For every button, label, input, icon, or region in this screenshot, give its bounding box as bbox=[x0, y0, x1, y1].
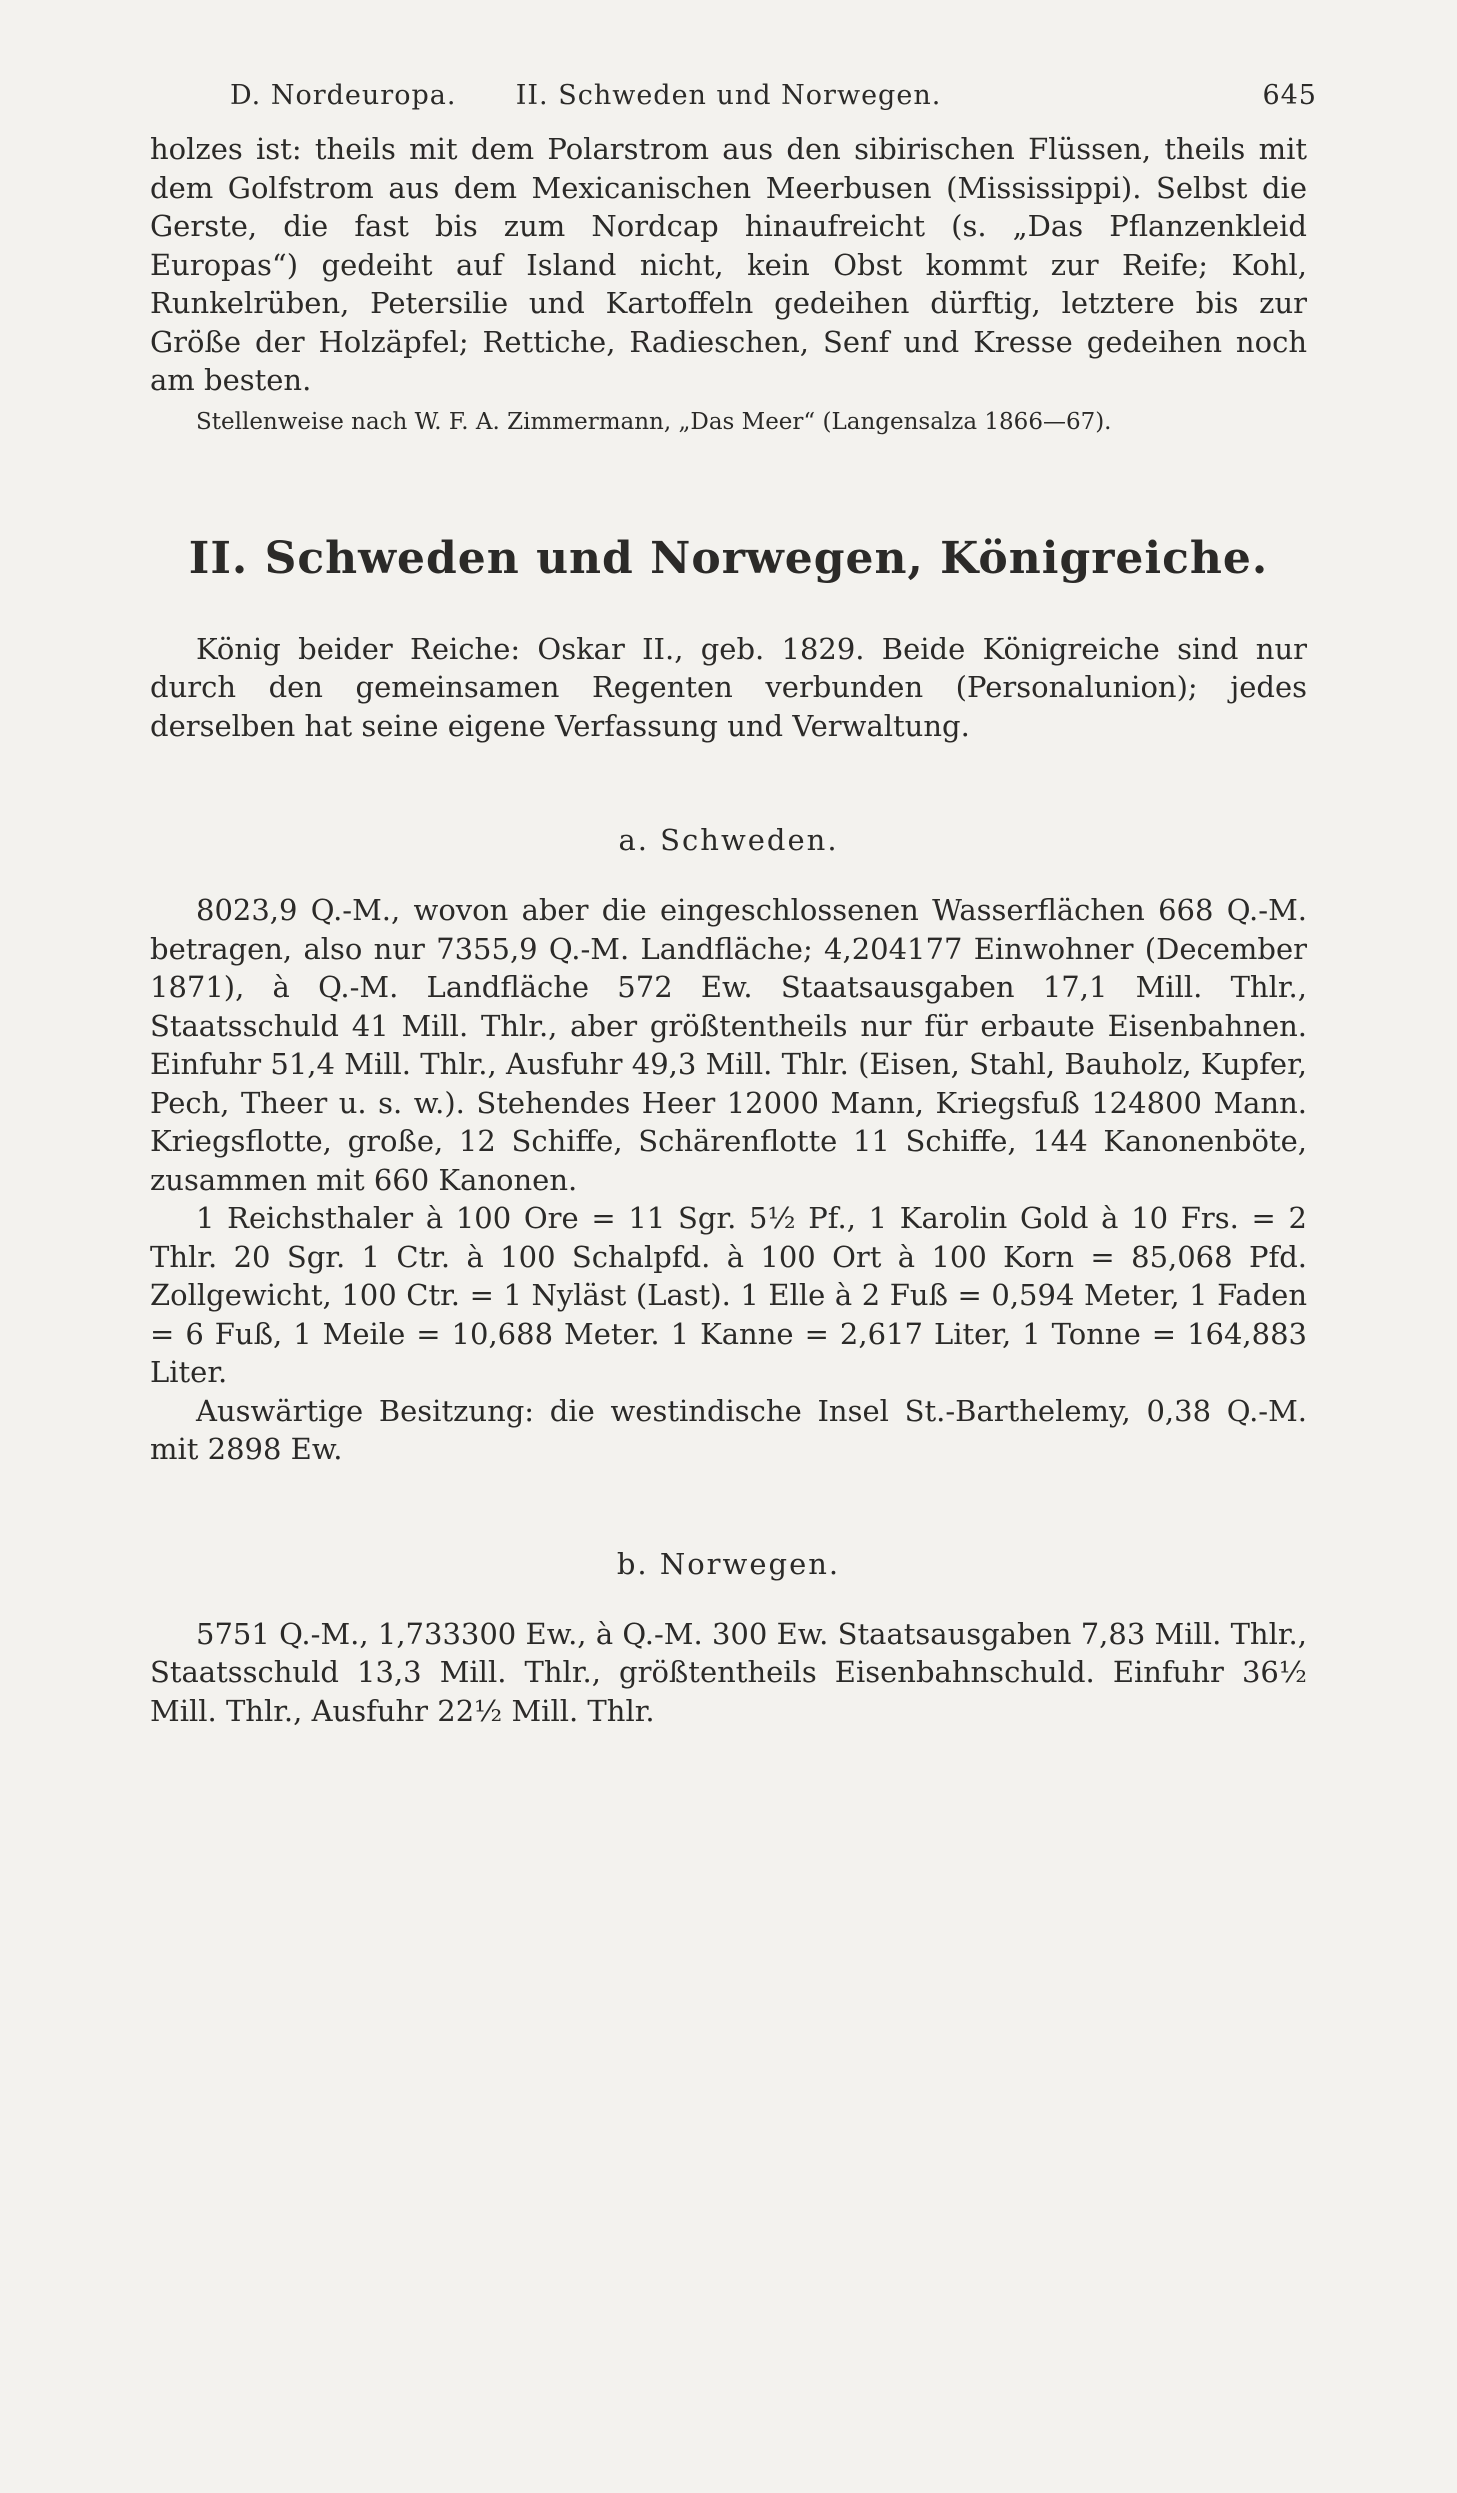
norway-heading: b. Norwegen. bbox=[616, 1546, 841, 1581]
section-paragraph: König beider Reiche: Oskar II., geb. 1829. Beide Königreiche sind nur durch den gemeinsamen Regenten verbunden (Personalunion); jedes derselben hat seine eigene Verfassung und Verwaltung. bbox=[150, 631, 1307, 743]
norway-statistics-paragraph: 5751 Q.-M., 1,733300 Ew., à Q.-M. 300 Ew. Staatsausgaben 7,83 Mill. Thlr., Staatsschuld 13,3 Mill. Thlr., größtentheils Eisenbahnschuld. Einfuhr 36½ Mill. Thlr., Ausfuhr 22½ Mill. Thlr. bbox=[150, 1616, 1307, 1728]
running-header bbox=[150, 70, 1317, 130]
sweden-units-paragraph: 1 Reichsthaler à 100 Ore = 11 Sgr. 5½ Pf., 1 Karolin Gold à 10 Frs. = 2 Thlr. 20 Sgr. 1 Ctr. à 100 Schalpfd. à 100 Ort à 100 Korn = 85,068 Pfd. Zollgewicht, 100 Ctr. = 1 Nyläst (Last). 1 Elle à 2 Fuß = 0,594 Meter, 1 Faden = 6 Fuß, 1 Meile = 10,688 Meter. 1 Kanne = 2,617 Liter, 1 Tonne = 164,883 Liter. bbox=[150, 1201, 1307, 1389]
sweden-statistics-paragraph: 8023,9 Q.-M., wovon aber die eingeschlossenen Wasserflächen 668 Q.-M. betragen, also nur 7355,9 Q.-M. Landfläche; 4,204177 Einwohner (December 1871), à Q.-M. Landfläche 572 Ew. Staatsausgaben 17,1 Mill. Thlr., Staatsschuld 41 Mill. Thlr., aber größtentheils nur für erbaute Eisenbahnen. Einfuhr 51,4 Mill. Thlr., Ausfuhr 49,3 Mill. Thlr. (Eisen, Stahl, Bauholz, Kupfer, Pech, Theer u. s. w.). Stehendes Heer 12000 Mann, Kriegsfuß 124800 Mann. Kriegsflotte, große, 12 Schiffe, Schärenflotte 11 Schiffe, 144 Kanonenböte, zusammen mit 660 Kanonen. bbox=[150, 893, 1307, 1197]
sweden-possessions-paragraph: Auswärtige Besitzung: die westindische Insel St.-Barthelemy, 0,38 Q.-M. mit 2898 Ew. bbox=[150, 1393, 1307, 1466]
running-head-center: II. Schweden und Norwegen. bbox=[515, 80, 942, 111]
source-note: Stellenweise nach W. F. A. Zimmermann, „Das Meer“ (Langensalza 1866—67). bbox=[196, 408, 1112, 435]
running-head-left: D. Nordeuropa. bbox=[230, 80, 457, 111]
sweden-heading: a. Schweden. bbox=[618, 823, 839, 857]
page-number: 645 bbox=[1262, 80, 1317, 111]
section-title: II. Schweden und Norwegen, Königreiche. bbox=[188, 532, 1269, 584]
intro-paragraph: holzes ist: theils mit dem Polarstrom aus den sibirischen Flüssen, theils mit dem Golfstrom aus dem Mexicanischen Meerbusen (Mississippi). Selbst die Gerste, die fast bis zum Nordcap hinaufreicht (s. „Das Pflanzenkleid Europas“) gedeiht auf Island nicht, kein Obst kommt zur Reife; Kohl, Runkelrüben, Petersilie und Kartoffeln gedeihen dürftig, letztere bis zur Größe der Holzäpfel; Rettiche, Radieschen, Senf und Kresse gedeihen noch am besten. bbox=[150, 132, 1307, 397]
